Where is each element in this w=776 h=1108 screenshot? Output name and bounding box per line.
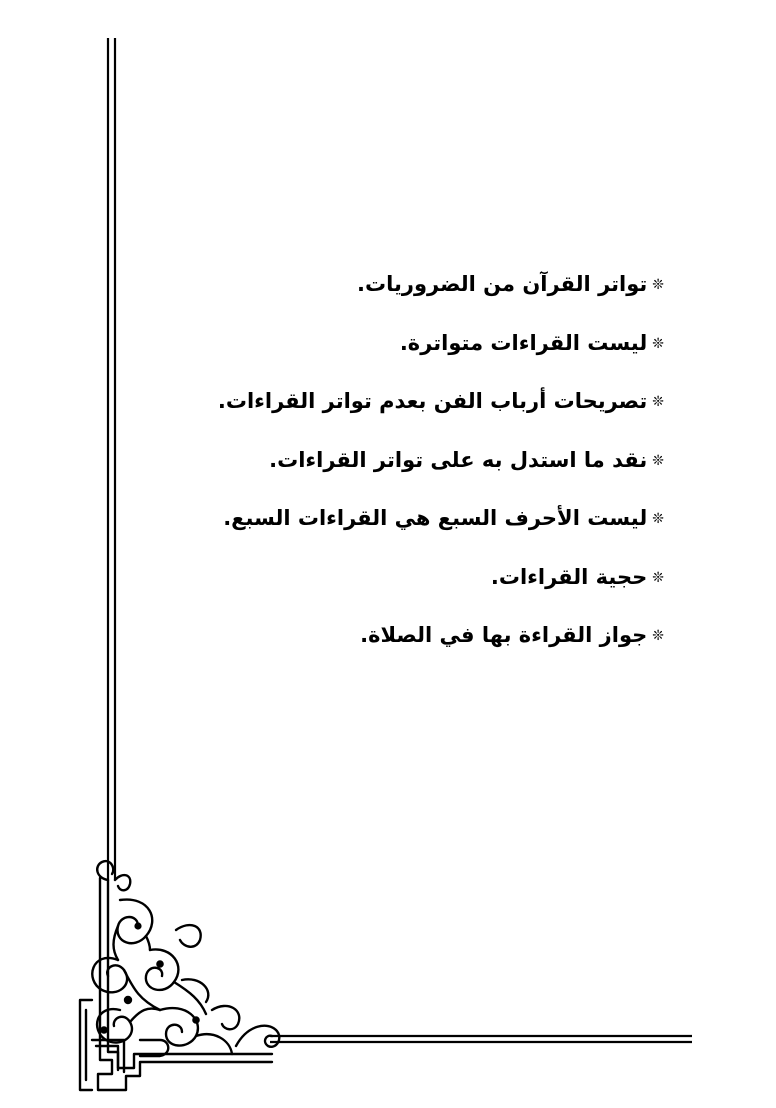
item-text: ليست الأحرف السبع هي القراءات السبع.	[223, 506, 648, 530]
list-item	[224, 321, 664, 380]
list-item	[224, 496, 664, 555]
list-item	[224, 555, 664, 614]
item-text: حجية القراءات.	[490, 564, 648, 589]
list-item	[224, 613, 664, 672]
item-text: تواتر القرآن من الضروريات.	[357, 272, 648, 296]
bullet-icon: ❊	[652, 335, 664, 352]
list-item	[224, 262, 664, 321]
bullet-icon: ❊	[652, 394, 664, 410]
list-item	[224, 438, 664, 497]
bullet-icon: ❊	[652, 452, 664, 469]
bullet-icon: ❊	[652, 511, 664, 527]
items-list	[217, 262, 664, 672]
list-item	[217, 379, 664, 438]
item-text: تصريحات أرباب الفن بعدم تواتر القراءات.	[217, 389, 648, 413]
item-text: نقد ما استدل به على تواتر القراءات.	[269, 447, 648, 472]
item-text: ليست القراءات متواترة.	[399, 330, 648, 355]
item-text: جواز القراءة بها في الصلاة.	[360, 623, 648, 647]
bullet-icon: ❊	[652, 628, 664, 644]
bullet-icon: ❊	[652, 277, 664, 293]
bullet-icon: ❊	[652, 569, 664, 586]
corner-ornament-icon	[80, 861, 279, 1090]
